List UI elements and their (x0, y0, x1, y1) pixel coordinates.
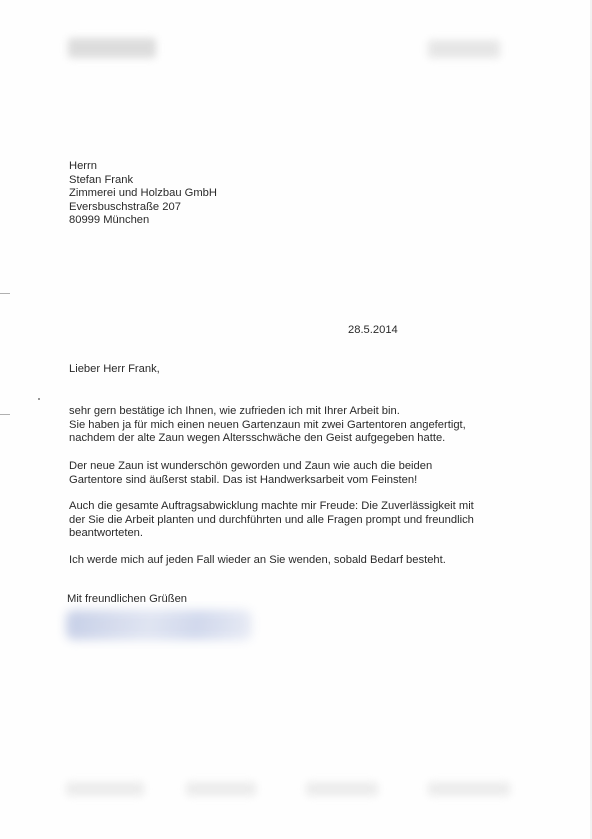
footer-column-redacted (306, 782, 378, 796)
closing-phrase: Mit freundlichen Grüßen (67, 593, 188, 605)
recipient-address (69, 160, 217, 228)
footer-column-redacted (186, 782, 256, 796)
text-line: Der neue Zaun ist wunderschön geworden und Zaun wie auch die beiden (69, 460, 433, 472)
address-line: Herrn (69, 160, 97, 172)
footer-column-redacted (428, 782, 510, 796)
letterhead-logo-redacted (68, 38, 156, 58)
text-line: Gartentore sind äußerst stabil. Das ist Handwerksarbeit vom Feinsten! (69, 473, 418, 486)
paper-speck (38, 398, 40, 400)
text-line: der Sie die Arbeit planten und durchführten und alle Fragen prompt und freundlich (69, 513, 474, 526)
text-line: sehr gern bestätige ich Ihnen, wie zufrieden ich mit Ihrer Arbeit bin. (69, 405, 400, 417)
text-line: beantworteten. (69, 527, 144, 540)
text-line: nachdem der alte Zaun wegen Altersschwäche den Geist aufgegeben hatte. (69, 432, 446, 445)
text-line: Ich werde mich auf jeden Fall wieder an Sie wenden, sobald Bedarf besteht. (69, 554, 446, 566)
fold-mark-top (0, 293, 10, 294)
paragraph-1 (69, 405, 466, 446)
signature-redacted (66, 610, 252, 640)
punch-mark (0, 414, 10, 415)
address-line: Zimmerei und Holzbau GmbH (69, 187, 217, 200)
salutation: Lieber Herr Frank, (69, 363, 160, 375)
paragraph-2 (69, 460, 432, 487)
paragraph-4 (69, 554, 446, 568)
letter-date: 28.5.2014 (348, 324, 398, 336)
text-line: Sie haben ja für mich einen neuen Gartenzaun mit zwei Gartentoren angefertigt, (69, 418, 466, 431)
letterhead-corner-redacted (428, 40, 500, 58)
address-line: 80999 München (69, 214, 150, 227)
paragraph-3 (69, 500, 474, 541)
footer-column-redacted (66, 782, 144, 796)
address-line: Stefan Frank (69, 173, 134, 186)
text-line: Auch die gesamte Auftragsabwicklung machte mir Freude: Die Zuverlässigkeit mit (69, 500, 474, 512)
address-line: Eversbuschstraße 207 (69, 200, 181, 213)
